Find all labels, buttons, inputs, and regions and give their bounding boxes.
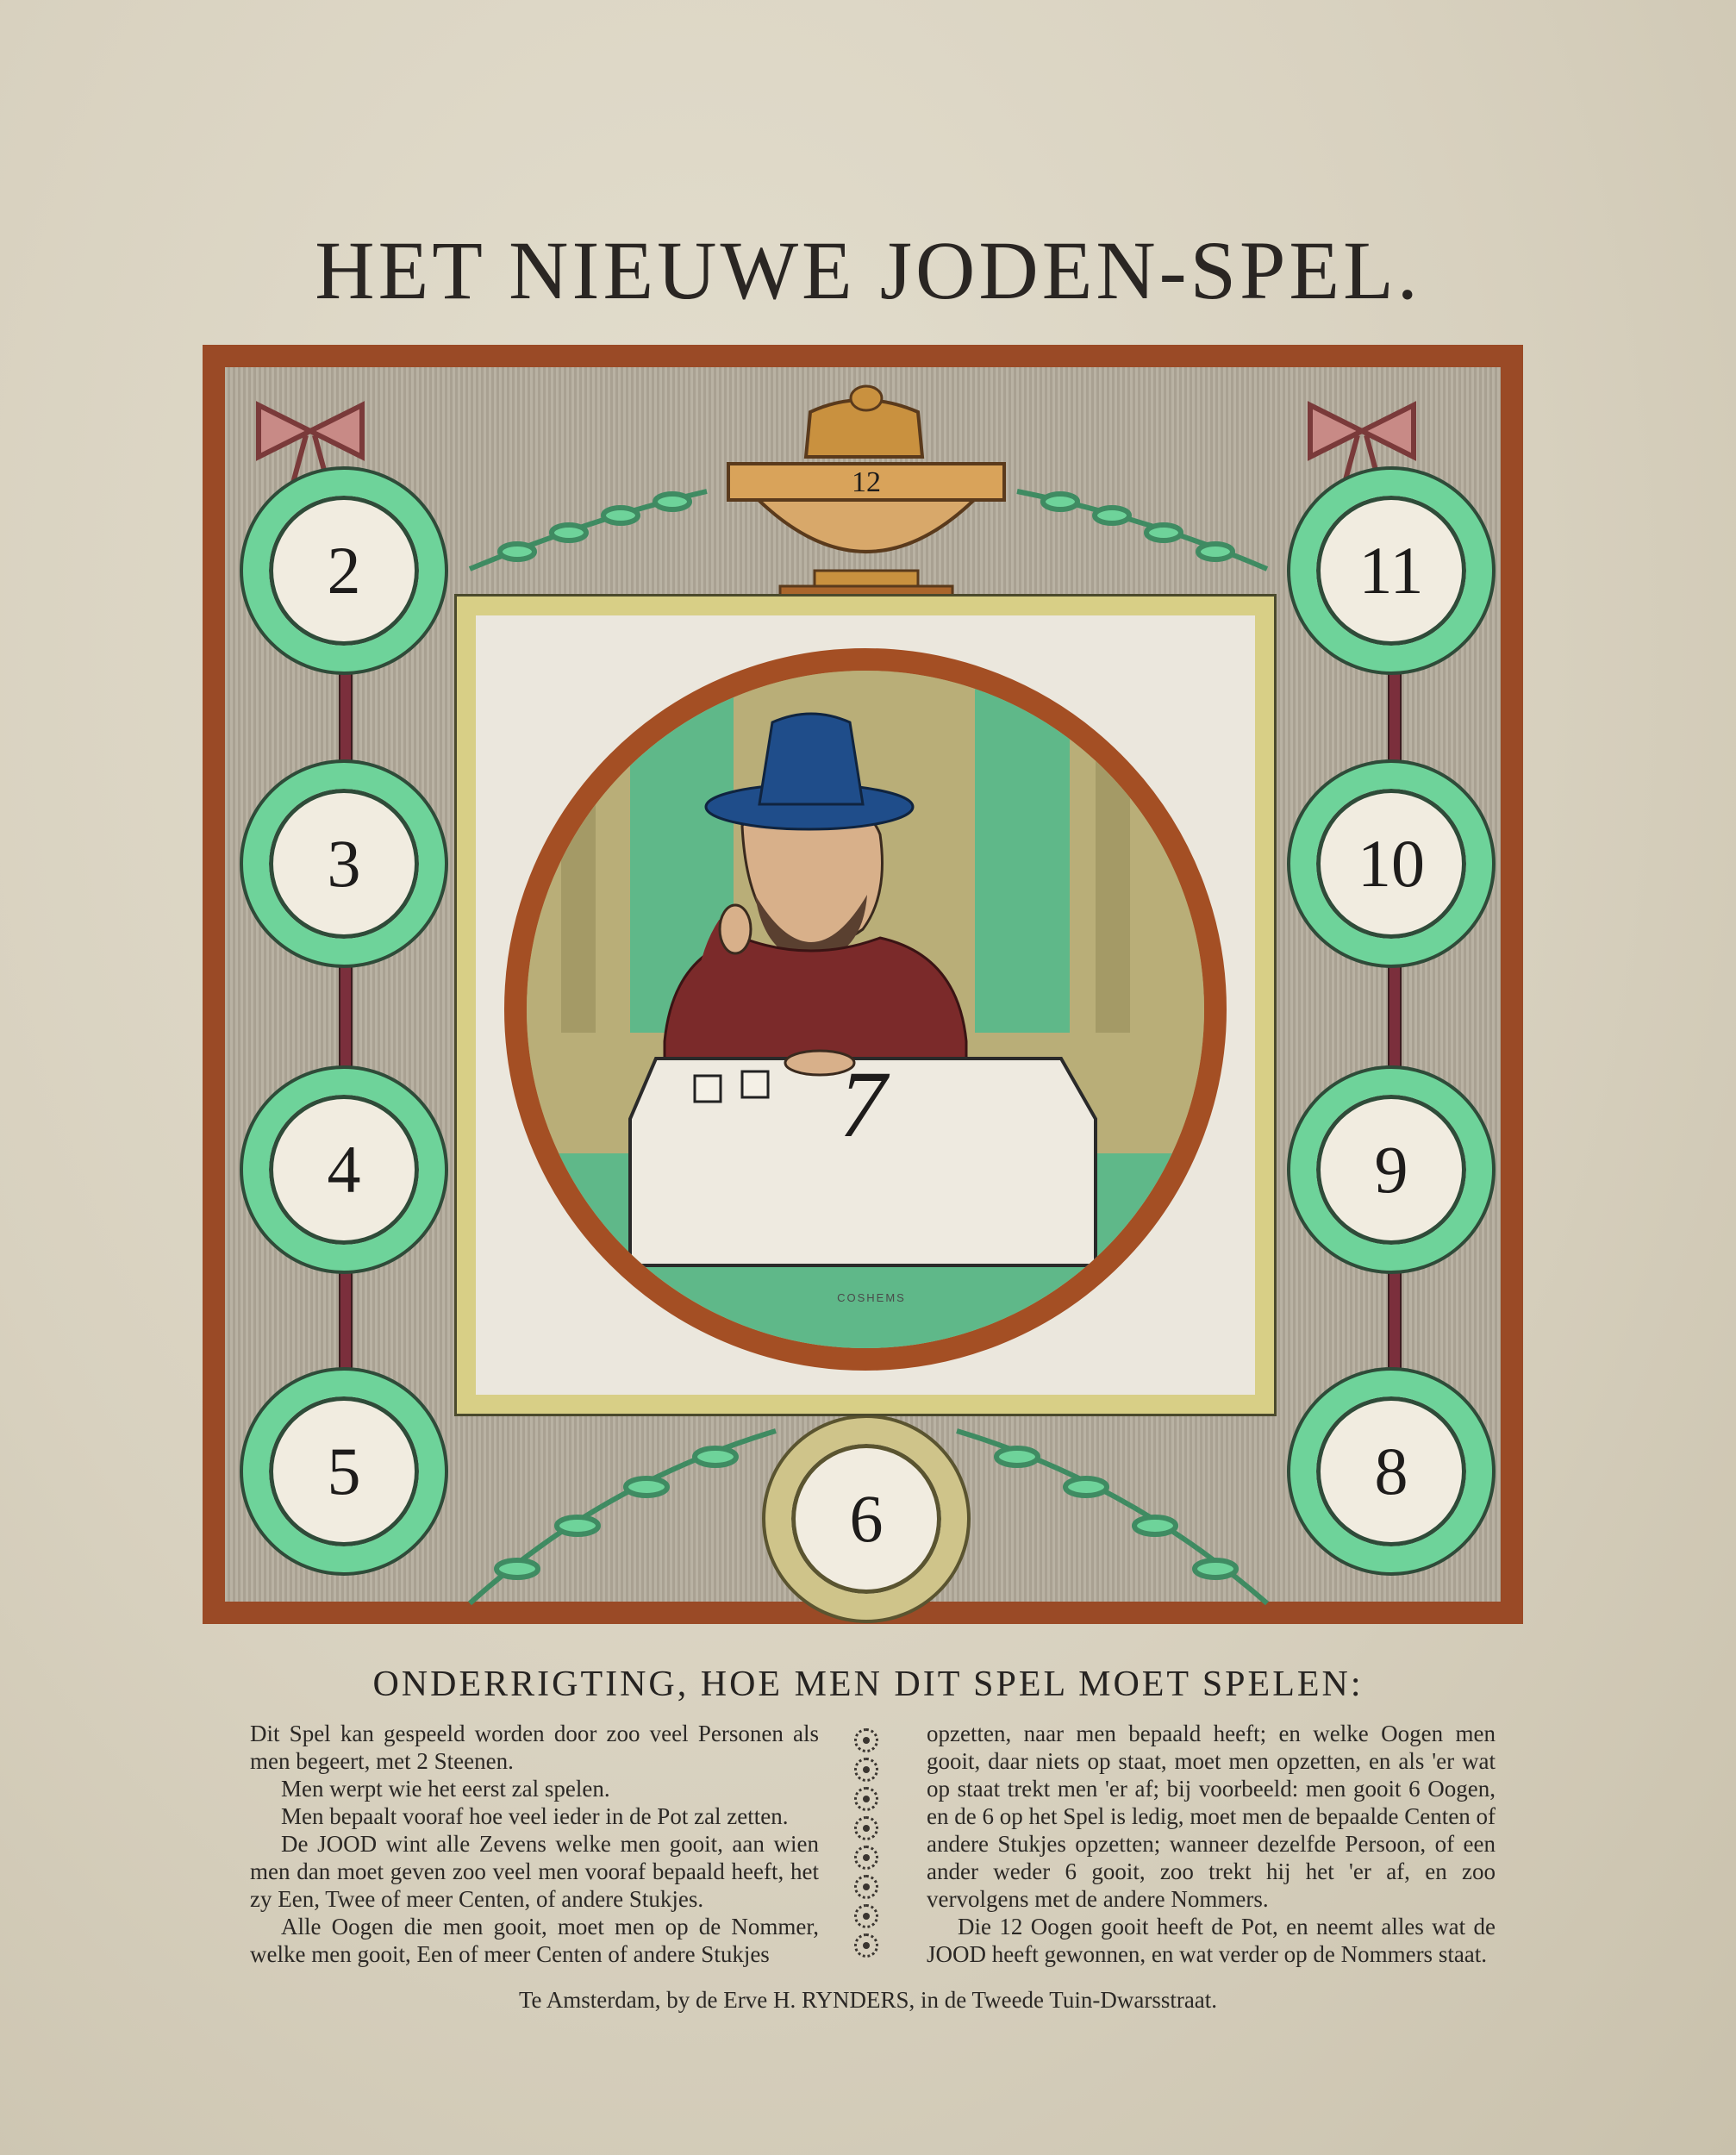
hat-crown	[759, 714, 863, 804]
instruction-paragraph: Dit Spel kan gespeeld worden door zoo veel Personen als men begeert, met 2 Steenen.	[250, 1721, 819, 1774]
rosette-icon	[854, 1846, 878, 1870]
engraver-signature: COSHEMS	[837, 1291, 906, 1304]
space-5-number: 5	[327, 1434, 361, 1508]
space-8[interactable]	[1290, 1371, 1492, 1572]
space-7-number: 7	[839, 1052, 887, 1157]
space-10-number: 10	[1358, 826, 1425, 901]
space-7-scene[interactable]	[504, 648, 1227, 1371]
space-8-number: 8	[1374, 1434, 1408, 1508]
instruction-paragraph: opzetten, naar men bepaald heeft; en welke Oogen men gooit, daar niets op staat, moet men opzetten, en als 'er wat op staat trekt men 'er af; bij voorbeeld: men gooit 6 Oogen, en de 6 op het Spel is ledig, moet men de bepaalde Centen of andere Stukjes opzetten; wanneer dezelfde Persoon, of een ander weder 6 gooit, zoo trekt hij het 'er af, en zoo vervolgens met de andere Nommers.	[927, 1721, 1496, 1912]
space-3-number: 3	[327, 826, 361, 901]
rosette-icon	[854, 1787, 878, 1811]
instruction-paragraph: Men werpt wie het eerst zal spelen.	[281, 1776, 610, 1802]
gambler-illustration	[527, 671, 1204, 1348]
rosette-icon	[854, 1875, 878, 1899]
rosette-icon	[854, 1758, 878, 1782]
space-2-number: 2	[327, 533, 361, 608]
space-9-number: 9	[1374, 1132, 1408, 1207]
die-left-icon	[695, 1076, 721, 1102]
space-12[interactable]	[832, 465, 901, 500]
instruction-paragraph: Alle Oogen die men gooit, moet men op de Nommer, welke men gooit, Een of meer Centen of andere Stukjes	[250, 1914, 819, 1967]
rosette-icon	[854, 1728, 878, 1752]
space-9[interactable]	[1290, 1069, 1492, 1271]
space-4[interactable]	[243, 1069, 445, 1271]
publisher-imprint: Te Amsterdam, by de Erve H. RYNDERS, in de Tweede Tuin-Dwarsstraat.	[518, 1987, 1218, 2013]
rosette-icon	[854, 1904, 878, 1928]
rosette-divider	[849, 1728, 884, 1963]
instruction-paragraph: Men bepaalt vooraf hoe veel ieder in de Pot zal zetten.	[281, 1803, 789, 1829]
rosette-icon	[854, 1816, 878, 1840]
space-2[interactable]	[243, 470, 445, 671]
instructions-title: ONDERRIGTING, HOE MEN DIT SPEL MOET SPELEN:	[372, 1665, 1364, 1704]
instruction-paragraph: De JOOD wint alle Zevens welke men gooit, aan wien men dan moet geven zoo veel men vooraf bepaald heeft, het zy Een, Twee of meer Centen, of andere Stukjes.	[250, 1831, 819, 1912]
instructions-right-column	[927, 1720, 1496, 1968]
space-5[interactable]	[243, 1371, 445, 1572]
space-11-number: 11	[1358, 533, 1424, 608]
rosette-icon	[854, 1933, 878, 1958]
space-3[interactable]	[243, 763, 445, 965]
space-10[interactable]	[1290, 763, 1492, 965]
space-6-number: 6	[849, 1481, 884, 1556]
space-4-number: 4	[327, 1132, 361, 1207]
space-11[interactable]	[1290, 470, 1492, 671]
sheet-title: HET NIEUWE JODEN-SPEL.	[315, 224, 1421, 316]
space-6[interactable]	[765, 1418, 967, 1620]
instruction-paragraph: Die 12 Oogen gooit heeft de Pot, en neemt alles wat de JOOD heeft gewonnen, en wat verder op de Nommers staat.	[927, 1914, 1496, 1967]
space-12-number: 12	[852, 466, 881, 498]
die-right-icon	[742, 1071, 768, 1097]
instructions-left-column	[250, 1720, 819, 1968]
